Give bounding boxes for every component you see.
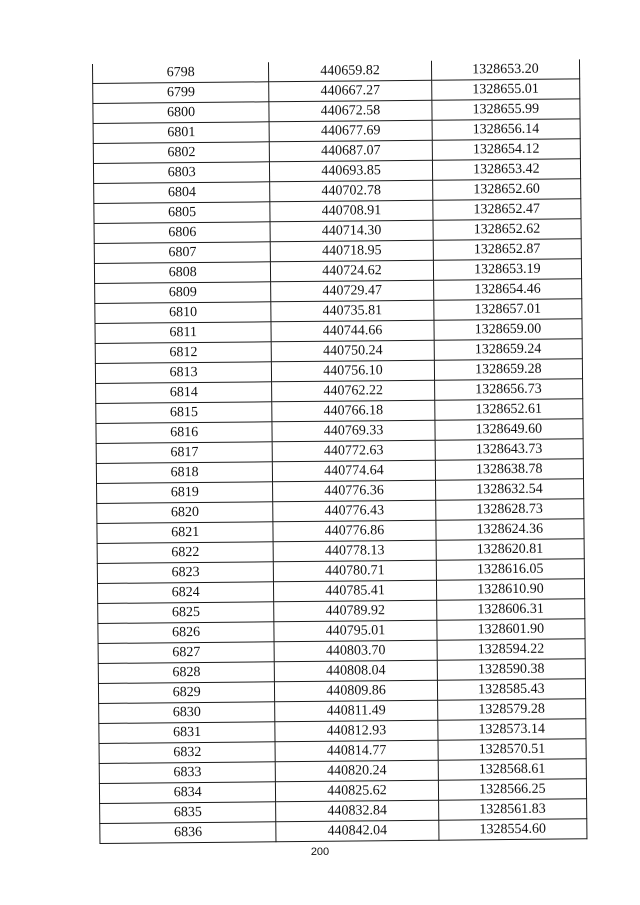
x-coordinate-cell: 440708.91 — [270, 200, 433, 222]
y-coordinate-cell: 1328638.78 — [435, 459, 583, 480]
point-id-cell: 6819 — [97, 482, 274, 504]
y-coordinate-cell: 1328594.22 — [437, 639, 585, 660]
point-id-cell: 6814 — [96, 382, 273, 404]
y-coordinate-cell: 1328620.81 — [436, 539, 584, 560]
point-id-cell: 6835 — [100, 802, 277, 824]
point-id-cell: 6809 — [95, 282, 272, 304]
point-id-cell: 6821 — [97, 522, 274, 544]
point-id-cell: 6815 — [96, 402, 273, 424]
x-coordinate-cell: 440776.36 — [273, 480, 436, 502]
x-coordinate-cell: 440756.10 — [272, 360, 435, 382]
page-number: 200 — [310, 846, 330, 858]
y-coordinate-cell: 1328628.73 — [435, 499, 583, 520]
point-id-cell: 6822 — [97, 542, 274, 564]
point-id-cell: 6825 — [98, 602, 275, 624]
point-id-cell: 6805 — [94, 202, 271, 224]
y-coordinate-cell: 1328652.60 — [432, 179, 580, 200]
y-coordinate-cell: 1328655.99 — [432, 99, 580, 120]
point-id-cell: 6834 — [99, 782, 276, 804]
point-id-cell: 6800 — [93, 102, 270, 124]
y-coordinate-cell: 1328659.24 — [434, 339, 582, 360]
point-id-cell: 6827 — [98, 642, 275, 664]
x-coordinate-cell: 440832.84 — [276, 800, 439, 822]
y-coordinate-cell: 1328616.05 — [436, 559, 584, 580]
coordinate-table — [92, 59, 587, 844]
x-coordinate-cell: 440672.58 — [269, 100, 432, 122]
y-coordinate-cell: 1328653.42 — [432, 159, 580, 180]
y-coordinate-cell: 1328653.19 — [433, 259, 581, 280]
x-coordinate-cell: 440809.86 — [275, 680, 438, 702]
x-coordinate-cell: 440677.69 — [269, 120, 432, 142]
x-coordinate-cell: 440718.95 — [271, 240, 434, 262]
point-id-cell: 6829 — [98, 682, 275, 704]
point-id-cell: 6811 — [95, 322, 272, 344]
x-coordinate-cell: 440729.47 — [271, 280, 434, 302]
x-coordinate-cell: 440812.93 — [275, 720, 438, 742]
point-id-cell: 6830 — [99, 702, 276, 724]
y-coordinate-cell: 1328654.46 — [433, 279, 581, 300]
point-id-cell: 6810 — [95, 302, 272, 324]
point-id-cell: 6831 — [99, 722, 276, 744]
point-id-cell: 6818 — [96, 462, 273, 484]
x-coordinate-cell: 440776.86 — [273, 520, 436, 542]
point-id-cell: 6799 — [93, 82, 270, 104]
point-id-cell: 6803 — [93, 162, 270, 184]
y-coordinate-cell: 1328632.54 — [435, 479, 583, 500]
point-id-cell: 6826 — [98, 622, 275, 644]
x-coordinate-cell: 440778.13 — [273, 540, 436, 562]
point-id-cell: 6801 — [93, 122, 270, 144]
y-coordinate-cell: 1328561.83 — [438, 799, 586, 820]
y-coordinate-cell: 1328624.36 — [436, 519, 584, 540]
y-coordinate-cell: 1328573.14 — [438, 719, 586, 740]
y-coordinate-cell: 1328657.01 — [433, 299, 581, 320]
point-id-cell: 6824 — [97, 582, 274, 604]
y-coordinate-cell: 1328610.90 — [436, 579, 584, 600]
y-coordinate-cell: 1328652.61 — [434, 399, 582, 420]
y-coordinate-cell: 1328652.87 — [433, 239, 581, 260]
y-coordinate-cell: 1328570.51 — [438, 739, 586, 760]
x-coordinate-cell: 440842.04 — [276, 820, 439, 842]
x-coordinate-cell: 440825.62 — [276, 780, 439, 802]
point-id-cell: 6804 — [94, 182, 271, 204]
point-id-cell: 6832 — [99, 742, 276, 764]
point-id-cell: 6802 — [93, 142, 270, 164]
point-id-cell: 6836 — [100, 822, 277, 844]
x-coordinate-cell: 440785.41 — [274, 580, 437, 602]
x-coordinate-cell: 440714.30 — [270, 220, 433, 242]
table-row — [100, 819, 587, 844]
x-coordinate-cell: 440789.92 — [274, 600, 437, 622]
y-coordinate-cell: 1328653.20 — [431, 59, 579, 80]
y-coordinate-cell: 1328590.38 — [437, 659, 585, 680]
y-coordinate-cell: 1328585.43 — [437, 679, 585, 700]
x-coordinate-cell: 440795.01 — [274, 620, 437, 642]
y-coordinate-cell: 1328659.28 — [434, 359, 582, 380]
x-coordinate-cell: 440776.43 — [273, 500, 436, 522]
x-coordinate-cell: 440811.49 — [275, 700, 438, 722]
point-id-cell: 6820 — [97, 502, 274, 524]
y-coordinate-cell: 1328655.01 — [431, 79, 579, 100]
y-coordinate-cell: 1328652.47 — [433, 199, 581, 220]
y-coordinate-cell: 1328566.25 — [438, 779, 586, 800]
x-coordinate-cell: 440762.22 — [272, 380, 435, 402]
point-id-cell: 6816 — [96, 422, 273, 444]
x-coordinate-cell: 440702.78 — [270, 180, 433, 202]
x-coordinate-cell: 440724.62 — [271, 260, 434, 282]
point-id-cell: 6798 — [92, 62, 269, 83]
y-coordinate-cell: 1328579.28 — [437, 699, 585, 720]
x-coordinate-cell: 440780.71 — [274, 560, 437, 582]
x-coordinate-cell: 440735.81 — [271, 300, 434, 322]
x-coordinate-cell: 440766.18 — [272, 400, 435, 422]
x-coordinate-cell: 440659.82 — [269, 61, 432, 82]
x-coordinate-cell: 440744.66 — [271, 320, 434, 342]
y-coordinate-cell: 1328606.31 — [436, 599, 584, 620]
y-coordinate-cell: 1328654.12 — [432, 139, 580, 160]
x-coordinate-cell: 440750.24 — [272, 340, 435, 362]
x-coordinate-cell: 440803.70 — [274, 640, 437, 662]
y-coordinate-cell: 1328659.00 — [434, 319, 582, 340]
y-coordinate-cell: 1328656.14 — [432, 119, 580, 140]
point-id-cell: 6828 — [98, 662, 275, 684]
x-coordinate-cell: 440687.07 — [270, 140, 433, 162]
y-coordinate-cell: 1328554.60 — [438, 819, 586, 840]
point-id-cell: 6806 — [94, 222, 271, 244]
point-id-cell: 6817 — [96, 442, 273, 464]
y-coordinate-cell: 1328649.60 — [435, 419, 583, 440]
point-id-cell: 6812 — [95, 342, 272, 364]
x-coordinate-cell: 440772.63 — [272, 440, 435, 462]
x-coordinate-cell: 440667.27 — [269, 80, 432, 102]
point-id-cell: 6813 — [95, 362, 272, 384]
point-id-cell: 6808 — [94, 262, 271, 284]
x-coordinate-cell: 440774.64 — [273, 460, 436, 482]
x-coordinate-cell: 440769.33 — [272, 420, 435, 442]
y-coordinate-cell: 1328568.61 — [438, 759, 586, 780]
y-coordinate-cell: 1328601.90 — [437, 619, 585, 640]
y-coordinate-cell: 1328643.73 — [435, 439, 583, 460]
x-coordinate-cell: 440820.24 — [276, 760, 439, 782]
point-id-cell: 6807 — [94, 242, 271, 264]
point-id-cell: 6823 — [97, 562, 274, 584]
x-coordinate-cell: 440693.85 — [270, 160, 433, 182]
coordinate-table-body — [92, 59, 586, 843]
x-coordinate-cell: 440808.04 — [275, 660, 438, 682]
point-id-cell: 6833 — [99, 762, 276, 784]
y-coordinate-cell: 1328652.62 — [433, 219, 581, 240]
y-coordinate-cell: 1328656.73 — [434, 379, 582, 400]
x-coordinate-cell: 440814.77 — [275, 740, 438, 762]
